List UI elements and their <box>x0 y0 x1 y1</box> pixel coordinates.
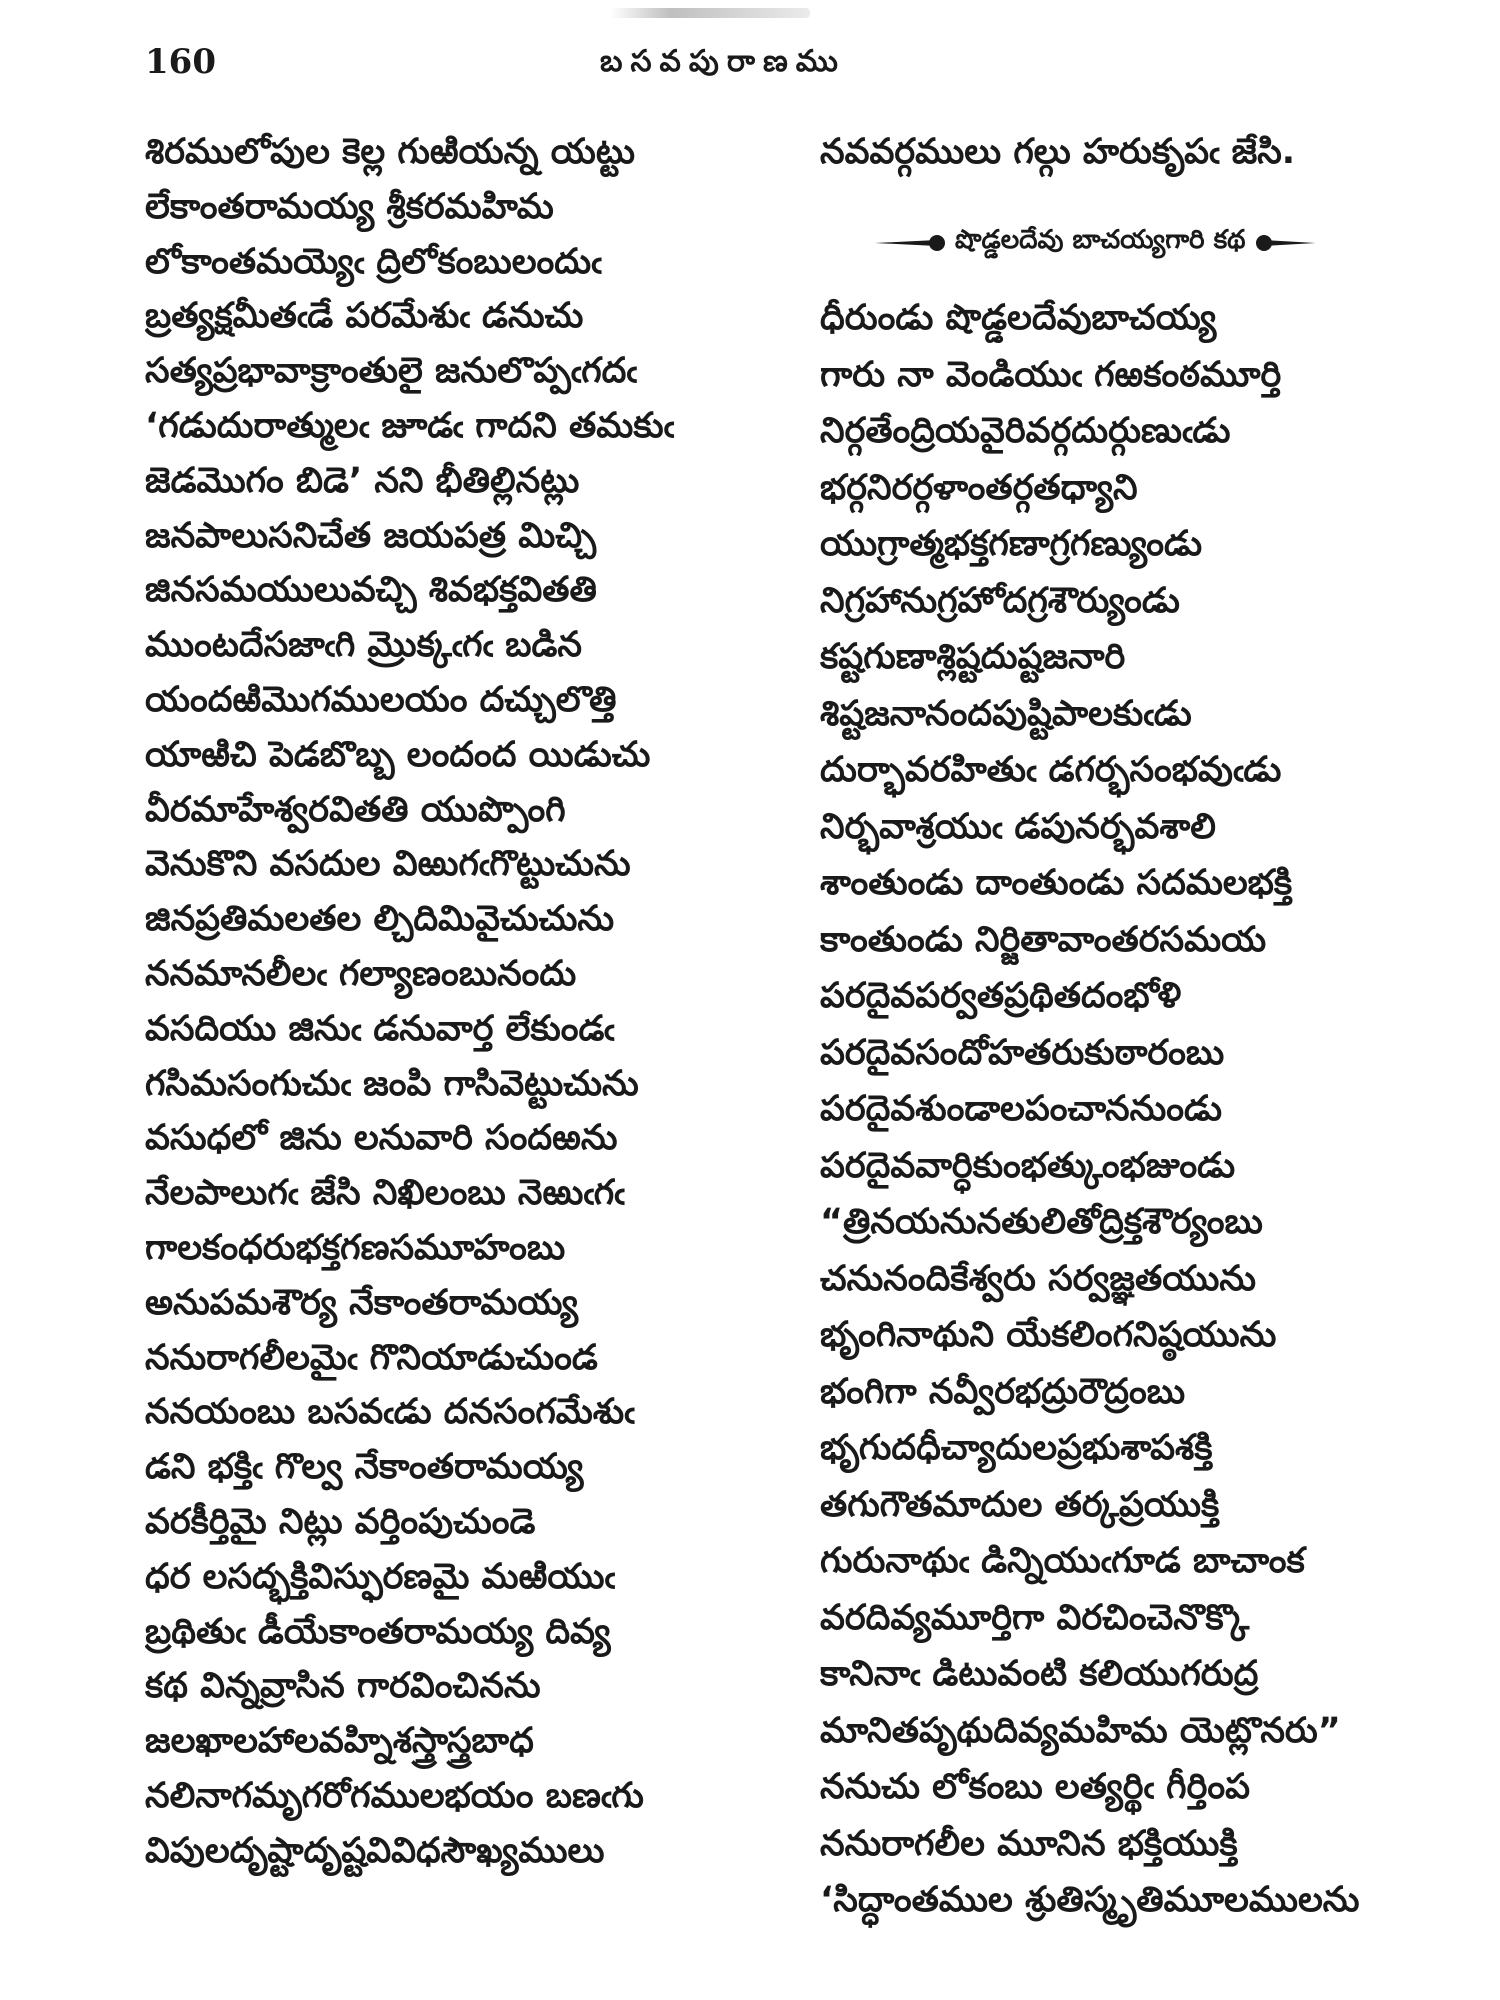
verse-line: గారు నా వెండియుఁ గఱకంఠమూర్తి <box>820 354 1282 395</box>
verse-line: పరదైవపర్వతప్రథితదంభోళి <box>820 976 1182 1016</box>
verse-line: జెడమొగం బిడె’ నని భీతిల్లినట్లు <box>145 460 580 501</box>
section-heading <box>875 218 1385 268</box>
verse-line: కాంతుండు నిర్జితావాంతరసమయ <box>820 919 1267 960</box>
verse-line: నిర్గతేంద్రియవైరివర్గదుర్గుణుఁడు <box>820 411 1231 451</box>
right-column-top <box>820 125 1400 179</box>
verse-line: భృంగినాథుని యేకలింగనిష్ఠయును <box>820 1315 1277 1355</box>
verse-line: లేకాంతరామయ్య శ్రీకరమహిమ <box>145 186 554 227</box>
scan-smudge <box>610 8 810 18</box>
verse-line: పరదైవసందోహతరుకుఠారంబు <box>820 1032 1225 1073</box>
verse-line: ననుచు లోకంబు లత్యర్థిఁ గీర్తింప <box>820 1767 1250 1807</box>
verse-line: ‘సిద్ధాంతముల శ్రుతిస్మృతిమూలములను <box>820 1880 1360 1920</box>
verse-line: సత్యప్రభావాక్రాంతులై జనులొప్పఁగదఁ <box>145 351 637 392</box>
verse-line: డని భక్తిఁ గొల్వ నేకాంతరామయ్య <box>145 1447 584 1488</box>
verse-line: పరదైవవార్ధికుంభత్కుంభజుండు <box>820 1145 1236 1186</box>
verse-line: శాంతుండు దాంతుండు సదమలభక్తి <box>820 863 1293 903</box>
verse-line: బ్రత్యక్షమీతఁడే పరమేశుఁ డనుచు <box>145 296 584 337</box>
verse-line: వరకీర్తిమై నిట్లు వర్తింపుచుండె <box>145 1501 536 1542</box>
verse-line: యాఱిచి పెడబొబ్బ లందంద యిడుచు <box>145 734 651 775</box>
verse-line: దుర్భావరహితుఁ డగర్భసంభవుఁడు <box>820 750 1282 790</box>
section-heading-text: షొడ్డలదేవు బాచయ్యగారి కథ <box>955 225 1246 255</box>
verse-line: ననురాగలీలమైఁ గొనియాడుచుండ <box>145 1337 598 1378</box>
verse-line: చనునందికేశ్వరు సర్వజ్ఞతయును <box>820 1258 1257 1299</box>
verse-line: ననయంబు బసవఁడు దనసంగమేశుఁ <box>145 1392 635 1433</box>
verse-line: ‘గడుదురాత్ములఁ జూడఁ గాదని తమకుఁ <box>145 405 675 446</box>
verse-line: తగుగౌతమాదుల తర్కప్రయుక్తి <box>820 1484 1220 1525</box>
verse-line: యందఱిమొగములయం దచ్చులొత్తి <box>145 679 617 720</box>
verse-line: కానినాఁ డిటువంటి కలియుగరుద్ర <box>820 1654 1259 1694</box>
verse-line: భంగిగా నవ్వీరభద్రురౌద్రంబు <box>820 1371 1186 1412</box>
ornament-left-icon <box>875 232 945 254</box>
verse-line: జినసమయులువచ్చి శివభక్తవితతి <box>145 570 597 611</box>
page-number: 160 <box>145 42 216 82</box>
verse-line: “త్రినయనునతులితోద్రిక్తశౌర్యంబు <box>820 1202 1263 1242</box>
verse-line: పరదైవశుండాలపంచాననుండు <box>820 1089 1223 1129</box>
verse-line: గాలకంధరుభక్తగణసమూహంబు <box>145 1227 566 1268</box>
verse-line: వరదివ్యమూర్తిగా విరచించెనొక్కొ <box>820 1597 1250 1638</box>
verse-line: నిగ్రహానుగ్రహోదగ్రశౌర్యుండు <box>820 580 1180 621</box>
verse-line: యుగ్రాత్మభక్తగణాగ్రగణ్యుండు <box>820 524 1203 564</box>
verse-line: జినప్రతిమలతల ల్చిదిమివైచుచును <box>145 899 615 940</box>
verse-line: వసుధలో జిను లనువారి సందఱను <box>145 1118 618 1159</box>
verse-line: గసిమసంగుచుఁ జంపి గాసివెట్టుచును <box>145 1063 639 1104</box>
verse-line: ముంటదేసజాఁగి మ్రొక్కఁగఁ బడిన <box>145 625 582 666</box>
verse-line: బ్రథితుఁ డీయేకాంతరామయ్య దివ్య <box>145 1611 611 1652</box>
verse-line: నవవర్గములు గల్గు హరుకృపఁ జేసి. <box>820 132 1296 172</box>
verse-line: జనపాలుసనిచేత జయపత్ర మిచ్చి <box>145 515 597 556</box>
ornament-right-icon <box>1256 232 1316 254</box>
verse-line: ననమానలీలఁ గల్యాణంబునందు <box>145 953 577 994</box>
verse-line: అనుపమశౌర్య నేకాంతరామయ్య <box>145 1282 579 1323</box>
verse-line: భర్గనిరర్గళాంతర్గతధ్యాని <box>820 467 1138 508</box>
verse-line: నలినాగమృగరోగములభయం బణఁగు <box>145 1775 644 1816</box>
verse-line: వసదియు జినుఁ డనువార్త లేకుండఁ <box>145 1008 615 1049</box>
verse-line: ధర లసద్భక్తివిస్ఫురణమై మఱియుఁ <box>145 1556 615 1597</box>
right-column <box>820 290 1400 1929</box>
verse-line: ధీరుండు షొడ్డలదేవుబాచయ్య <box>820 298 1217 338</box>
verse-line: కథ విన్నవ్రాసిన గారవించినను <box>145 1666 541 1707</box>
left-column <box>145 125 785 1879</box>
verse-line: వీరమాహేశ్వరవితతి యుప్పొంగి <box>145 789 566 830</box>
running-title: బసవపురాణము <box>600 44 846 79</box>
verse-line: నిర్భవాశ్రయుఁ డపునర్భవశాలి <box>820 806 1216 847</box>
verse-line: కష్టగుణాశ్లిష్టదుష్టజనారి <box>820 637 1126 677</box>
verse-line: గురునాథుఁ డిన్నియుఁగూడ బాచాంక <box>820 1541 1305 1581</box>
verse-line: భృగుదధీచ్యాదులప్రభుశాపశక్తి <box>820 1428 1213 1468</box>
verse-line: మానితపృథుదివ్యమహిమ యెట్లొనరు” <box>820 1710 1341 1751</box>
verse-line: ననురాగలీల మూనిన భక్తియుక్తి <box>820 1823 1238 1864</box>
verse-line: వెనుకొని వసదుల విఱుగఁగొట్టుచును <box>145 844 631 885</box>
verse-line: శిరములోపుల కెల్ల గుఱియన్న యట్టు <box>145 132 635 172</box>
verse-line: నేలపాలుగఁ జేసి నిఖిలంబు నెఱుఁగఁ <box>145 1173 625 1214</box>
verse-line: జలఖాలహాలవహ్నిశస్త్రాస్త్రబాధ <box>145 1721 534 1762</box>
verse-line: విపులదృష్టాదృష్టవివిధసౌఖ్యములు <box>145 1830 605 1871</box>
verse-line: శిష్టజనానందపుష్టిపాలకుఁడు <box>820 693 1192 734</box>
verse-line: లోకాంతమయ్యెఁ ద్రిలోకంబులందుఁ <box>145 241 602 282</box>
